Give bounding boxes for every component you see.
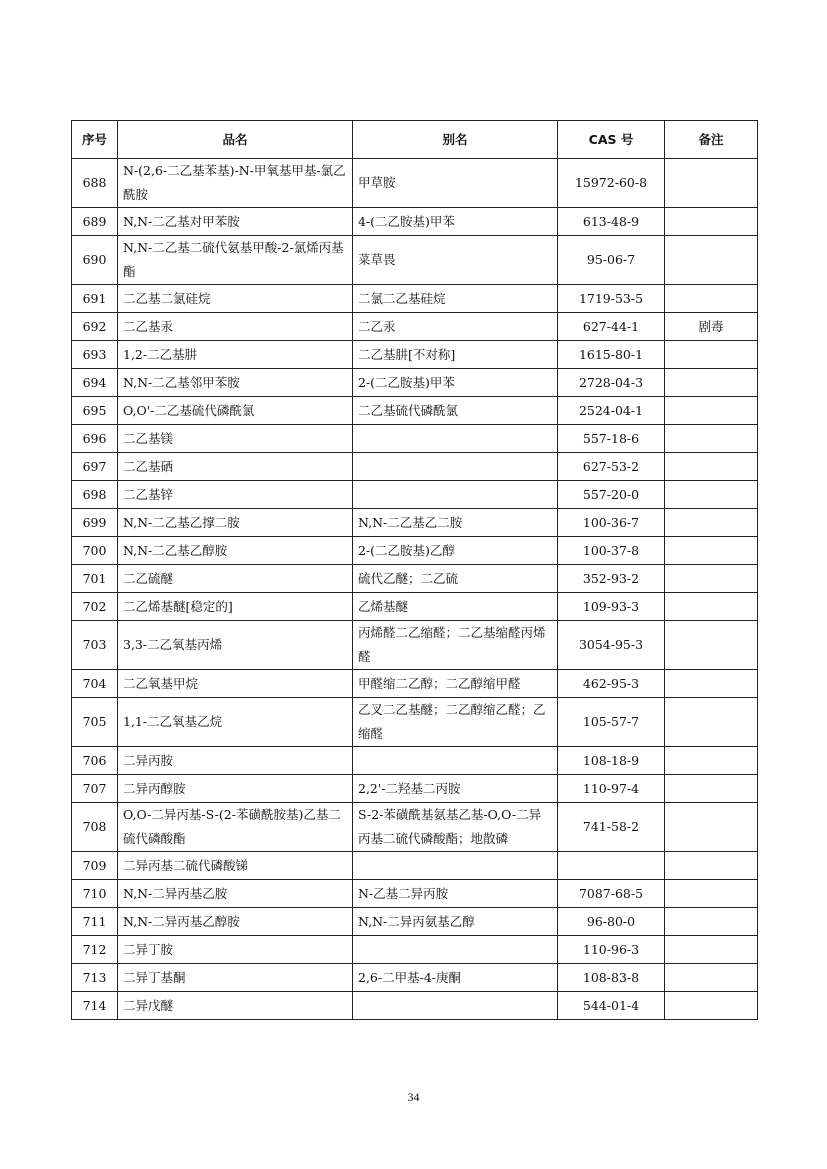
table-row	[72, 565, 758, 593]
cell-remarks	[665, 621, 758, 670]
cell-serial-no: 700	[72, 537, 118, 565]
cell-serial-no: 695	[72, 397, 118, 425]
cell-alias	[353, 936, 558, 964]
table-row	[72, 992, 758, 1020]
table-body	[72, 159, 758, 1020]
table-row	[72, 964, 758, 992]
cell-cas-number: 1719-53-5	[558, 285, 665, 313]
cell-cas-number: 2524-04-1	[558, 397, 665, 425]
cell-remarks	[665, 992, 758, 1020]
cell-remarks	[665, 453, 758, 481]
cell-serial-no: 706	[72, 747, 118, 775]
cell-alias: 甲草胺	[353, 159, 558, 208]
cell-product-name: 二异丁基酮	[118, 964, 353, 992]
cell-cas-number: 15972-60-8	[558, 159, 665, 208]
cell-alias	[353, 481, 558, 509]
cell-cas-number: 557-18-6	[558, 425, 665, 453]
cell-product-name: 1,1-二乙氧基乙烷	[118, 698, 353, 747]
cell-cas-number: 110-96-3	[558, 936, 665, 964]
cell-cas-number: 96-80-0	[558, 908, 665, 936]
table-row	[72, 936, 758, 964]
cell-cas-number: 462-95-3	[558, 670, 665, 698]
cell-serial-no: 705	[72, 698, 118, 747]
cell-remarks	[665, 908, 758, 936]
cell-serial-no: 710	[72, 880, 118, 908]
cell-serial-no: 704	[72, 670, 118, 698]
cell-remarks	[665, 285, 758, 313]
table-row	[72, 369, 758, 397]
cell-remarks	[665, 775, 758, 803]
header-product-name: 品名	[118, 121, 353, 159]
cell-product-name: 二乙基硒	[118, 453, 353, 481]
cell-remarks	[665, 852, 758, 880]
table-row	[72, 425, 758, 453]
cell-cas-number: 544-01-4	[558, 992, 665, 1020]
header-alias: 别名	[353, 121, 558, 159]
table-row	[72, 775, 758, 803]
table-row	[72, 397, 758, 425]
cell-remarks	[665, 369, 758, 397]
cell-remarks	[665, 565, 758, 593]
table-row	[72, 747, 758, 775]
cell-remarks	[665, 698, 758, 747]
table-row	[72, 481, 758, 509]
cell-cas-number: 2728-04-3	[558, 369, 665, 397]
cell-serial-no: 689	[72, 208, 118, 236]
cell-product-name: N,N-二异丙基乙醇胺	[118, 908, 353, 936]
cell-remarks	[665, 747, 758, 775]
cell-serial-no: 699	[72, 509, 118, 537]
cell-product-name: 二乙硫醚	[118, 565, 353, 593]
cell-remarks	[665, 880, 758, 908]
cell-product-name: O,O'-二乙基硫代磷酰氯	[118, 397, 353, 425]
page-number: 34	[407, 1090, 420, 1104]
cell-serial-no: 701	[72, 565, 118, 593]
cell-cas-number: 108-83-8	[558, 964, 665, 992]
cell-product-name: 二乙烯基醚[稳定的]	[118, 593, 353, 621]
cell-cas-number: 1615-80-1	[558, 341, 665, 369]
cell-alias: 二乙基硫代磷酰氯	[353, 397, 558, 425]
cell-alias	[353, 992, 558, 1020]
cell-alias	[353, 453, 558, 481]
cell-remarks: 剧毒	[665, 313, 758, 341]
table-row	[72, 341, 758, 369]
cell-alias	[353, 425, 558, 453]
cell-cas-number: 109-93-3	[558, 593, 665, 621]
cell-alias: N,N-二乙基乙二胺	[353, 509, 558, 537]
table-header-row	[72, 121, 758, 159]
cell-serial-no: 707	[72, 775, 118, 803]
cell-alias	[353, 747, 558, 775]
cell-alias: 甲醛缩二乙醇；二乙醇缩甲醛	[353, 670, 558, 698]
table-row	[72, 698, 758, 747]
cell-alias: 4-(二乙胺基)甲苯	[353, 208, 558, 236]
cell-remarks	[665, 537, 758, 565]
cell-product-name: O,O-二异丙基-S-(2-苯磺酰胺基)乙基二硫代磷酸酯	[118, 803, 353, 852]
cell-serial-no: 692	[72, 313, 118, 341]
cell-cas-number: 95-06-7	[558, 236, 665, 285]
cell-remarks	[665, 159, 758, 208]
cell-serial-no: 693	[72, 341, 118, 369]
cell-remarks	[665, 509, 758, 537]
cell-alias: 丙烯醛二乙缩醛；二乙基缩醛丙烯醛	[353, 621, 558, 670]
cell-product-name: 二乙基镁	[118, 425, 353, 453]
cell-remarks	[665, 936, 758, 964]
cell-product-name: N-(2,6-二乙基苯基)-N-甲氧基甲基-氯乙酰胺	[118, 159, 353, 208]
cell-alias: 2-(二乙胺基)甲苯	[353, 369, 558, 397]
cell-cas-number: 627-44-1	[558, 313, 665, 341]
table-row	[72, 908, 758, 936]
cell-alias: 2,2'-二羟基二丙胺	[353, 775, 558, 803]
table-row	[72, 593, 758, 621]
cell-serial-no: 708	[72, 803, 118, 852]
cell-cas-number	[558, 852, 665, 880]
cell-remarks	[665, 593, 758, 621]
cell-remarks	[665, 481, 758, 509]
cell-serial-no: 697	[72, 453, 118, 481]
cell-cas-number: 105-57-7	[558, 698, 665, 747]
cell-remarks	[665, 803, 758, 852]
cell-alias: 二乙汞	[353, 313, 558, 341]
cell-alias: 2,6-二甲基-4-庚酮	[353, 964, 558, 992]
cell-serial-no: 702	[72, 593, 118, 621]
cell-remarks	[665, 964, 758, 992]
table-row	[72, 537, 758, 565]
cell-serial-no: 712	[72, 936, 118, 964]
cell-alias: 乙叉二乙基醚；二乙醇缩乙醛；乙缩醛	[353, 698, 558, 747]
cell-product-name: 二异丙醇胺	[118, 775, 353, 803]
cell-cas-number: 7087-68-5	[558, 880, 665, 908]
cell-serial-no: 713	[72, 964, 118, 992]
cell-serial-no: 698	[72, 481, 118, 509]
cell-product-name: N,N-二异丙基乙胺	[118, 880, 353, 908]
cell-product-name: 二乙氧基甲烷	[118, 670, 353, 698]
cell-alias: N,N-二异丙氨基乙醇	[353, 908, 558, 936]
cell-product-name: 二异丁胺	[118, 936, 353, 964]
table-row	[72, 453, 758, 481]
table-row	[72, 208, 758, 236]
cell-cas-number: 100-37-8	[558, 537, 665, 565]
cell-alias: 乙烯基醚	[353, 593, 558, 621]
cell-alias: 菜草畏	[353, 236, 558, 285]
cell-alias: 硫代乙醚；二乙硫	[353, 565, 558, 593]
cell-product-name: 二异丙胺	[118, 747, 353, 775]
cell-cas-number: 110-97-4	[558, 775, 665, 803]
table-row	[72, 621, 758, 670]
table-row	[72, 803, 758, 852]
cell-cas-number: 352-93-2	[558, 565, 665, 593]
cell-alias: 2-(二乙胺基)乙醇	[353, 537, 558, 565]
chemical-table	[71, 120, 758, 1020]
cell-alias	[353, 852, 558, 880]
cell-serial-no: 688	[72, 159, 118, 208]
cell-remarks	[665, 341, 758, 369]
header-cas-number: CAS 号	[558, 121, 665, 159]
cell-alias: 二氯二乙基硅烷	[353, 285, 558, 313]
cell-alias: 二乙基肼[不对称]	[353, 341, 558, 369]
cell-remarks	[665, 208, 758, 236]
cell-cas-number: 557-20-0	[558, 481, 665, 509]
cell-product-name: 二乙基二氯硅烷	[118, 285, 353, 313]
cell-serial-no: 711	[72, 908, 118, 936]
cell-remarks	[665, 425, 758, 453]
cell-remarks	[665, 670, 758, 698]
header-serial-no: 序号	[72, 121, 118, 159]
cell-product-name: 二乙基汞	[118, 313, 353, 341]
cell-product-name: N,N-二乙基乙醇胺	[118, 537, 353, 565]
cell-cas-number: 100-36-7	[558, 509, 665, 537]
table-row	[72, 852, 758, 880]
cell-cas-number: 3054-95-3	[558, 621, 665, 670]
cell-cas-number: 741-58-2	[558, 803, 665, 852]
cell-alias: S-2-苯磺酰基氨基乙基-O,O-二异丙基二硫代磷酸酯；地散磷	[353, 803, 558, 852]
cell-cas-number: 627-53-2	[558, 453, 665, 481]
cell-serial-no: 709	[72, 852, 118, 880]
cell-serial-no: 691	[72, 285, 118, 313]
cell-product-name: 1,2-二乙基肼	[118, 341, 353, 369]
cell-product-name: N,N-二乙基二硫代氨基甲酸-2-氯烯丙基酯	[118, 236, 353, 285]
cell-serial-no: 703	[72, 621, 118, 670]
table-row	[72, 670, 758, 698]
cell-product-name: N,N-二乙基邻甲苯胺	[118, 369, 353, 397]
table-row	[72, 880, 758, 908]
cell-product-name: N,N-二乙基对甲苯胺	[118, 208, 353, 236]
cell-product-name: 二异戊醚	[118, 992, 353, 1020]
table-row	[72, 313, 758, 341]
cell-cas-number: 108-18-9	[558, 747, 665, 775]
table-row	[72, 509, 758, 537]
cell-product-name: 二异丙基二硫代磷酸锑	[118, 852, 353, 880]
cell-cas-number: 613-48-9	[558, 208, 665, 236]
cell-remarks	[665, 236, 758, 285]
table-row	[72, 236, 758, 285]
cell-product-name: 二乙基锌	[118, 481, 353, 509]
cell-alias: N-乙基二异丙胺	[353, 880, 558, 908]
cell-serial-no: 714	[72, 992, 118, 1020]
cell-serial-no: 690	[72, 236, 118, 285]
cell-product-name: N,N-二乙基乙撑二胺	[118, 509, 353, 537]
cell-product-name: 3,3-二乙氧基丙烯	[118, 621, 353, 670]
cell-serial-no: 694	[72, 369, 118, 397]
table-row	[72, 285, 758, 313]
cell-remarks	[665, 397, 758, 425]
table-row	[72, 159, 758, 208]
cell-serial-no: 696	[72, 425, 118, 453]
header-remarks: 备注	[665, 121, 758, 159]
